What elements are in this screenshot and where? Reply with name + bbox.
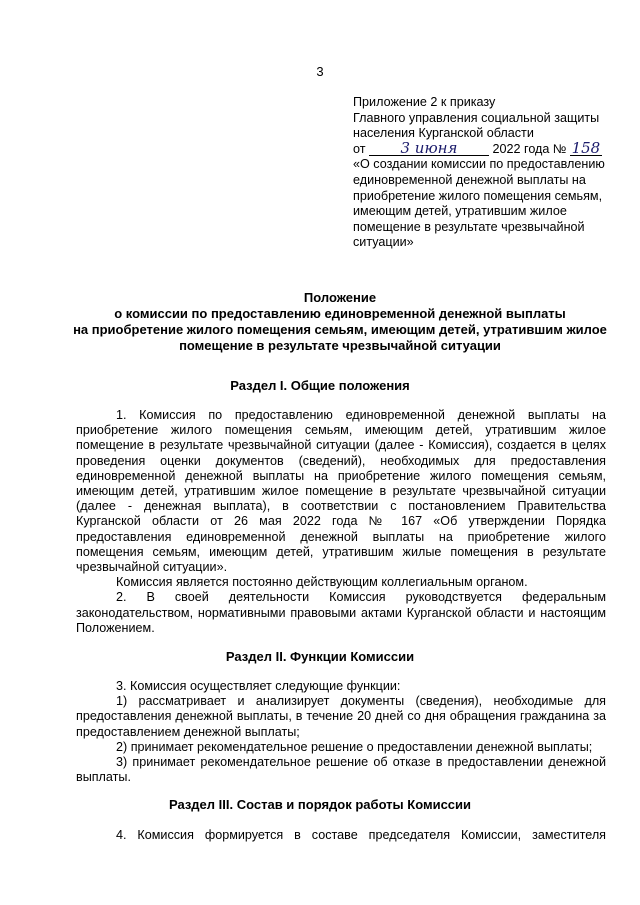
appendix-line: Приложение 2 к приказу <box>353 95 496 109</box>
section1-body <box>76 408 606 636</box>
appendix-line: Главного управления социальной защиты <box>353 110 600 125</box>
title-line: Положение <box>303 290 377 305</box>
appendix-header <box>353 95 615 251</box>
appendix-ref-line: ситуации» <box>353 235 414 250</box>
page-number: 3 <box>316 64 324 79</box>
paragraph: 2. В своей деятельности Комиссия руководствуется федеральным законодательством, нормативными правовыми актами Курганской области и настоящим Положением. <box>76 590 606 635</box>
title-line: на приобретение жилого помещения семьям, имеющим детей, утратившим жилое <box>73 322 607 337</box>
section2-body <box>76 679 606 785</box>
paragraph: 3. Комиссия осуществляет следующие функции: <box>116 679 401 693</box>
paragraph: Комиссия является постоянно действующим коллегиальным органом. <box>116 575 528 590</box>
handwritten-date: 3 июня <box>369 142 489 156</box>
appendix-ref-line: помещение в результате чрезвычайной <box>353 219 585 234</box>
appendix-ref-line: имеющим детей, утратившим жилое <box>353 204 567 219</box>
section3-body <box>76 828 606 843</box>
section-heading: Раздел II. Функции Комиссии <box>225 649 415 664</box>
title-line: помещение в результате чрезвычайной ситуации <box>179 338 501 353</box>
document-title <box>40 290 640 354</box>
appendix-ref-line: приобретение жилого помещения семьям, <box>353 188 603 203</box>
paragraph: 1. Комиссия по предоставлению единовременной денежной выплаты на приобретение жилого помещения семьям, имеющим детей, утратившим жилое помещение в результате чрезвычайной ситуации (далее - Комиссия), создается в целях проведения оценки документов (сведений), необходимых для предоставления единовременной денежной выплаты на приобретение жилого помещения семьям, имеющим детей, утратившим жилое помещение в результате чрезвычайной ситуации (далее - денежная выплата), в соответствии с постановлением Правительства Курганской области от 26 мая 2022 года № 167 «Об утверждении Порядка предоставления единовременной денежной выплаты на приобретение жилого помещения семьям, имеющим детей, утратившим жилые помещения в результате чрезвычайной ситуации». <box>76 408 606 575</box>
section-heading: Раздел III. Состав и порядок работы Комиссии <box>168 797 472 812</box>
handwritten-number: 158 <box>571 138 601 157</box>
paragraph: 3) принимает рекомендательное решение об отказе в предоставлении денежной выплаты. <box>76 755 606 785</box>
appendix-ref-line: единовременной денежной выплаты на <box>353 172 586 187</box>
paragraph: 4. Комиссия формируется в составе председателя Комиссии, заместителя <box>116 828 606 842</box>
paragraph: 1) рассматривает и анализирует документы (сведения), необходимые для предоставления денежной выплаты, в течение 20 дней со дня обращения гражданина за предоставлением денежной выплаты; <box>76 694 606 739</box>
date-suffix: 2022 года № <box>492 141 567 156</box>
paragraph: 2) принимает рекомендательное решение о предоставлении денежной выплаты; <box>116 739 593 754</box>
section-heading: Раздел I. Общие положения <box>230 378 410 393</box>
title-line: о комиссии по предоставлению единовременной денежной выплаты <box>114 306 566 321</box>
date-prefix: от <box>353 141 366 156</box>
appendix-ref-line: «О создании комиссии по предоставлению <box>353 157 605 172</box>
appendix-date-line <box>353 138 615 158</box>
appendix-line: населения Курганской области <box>353 126 534 141</box>
